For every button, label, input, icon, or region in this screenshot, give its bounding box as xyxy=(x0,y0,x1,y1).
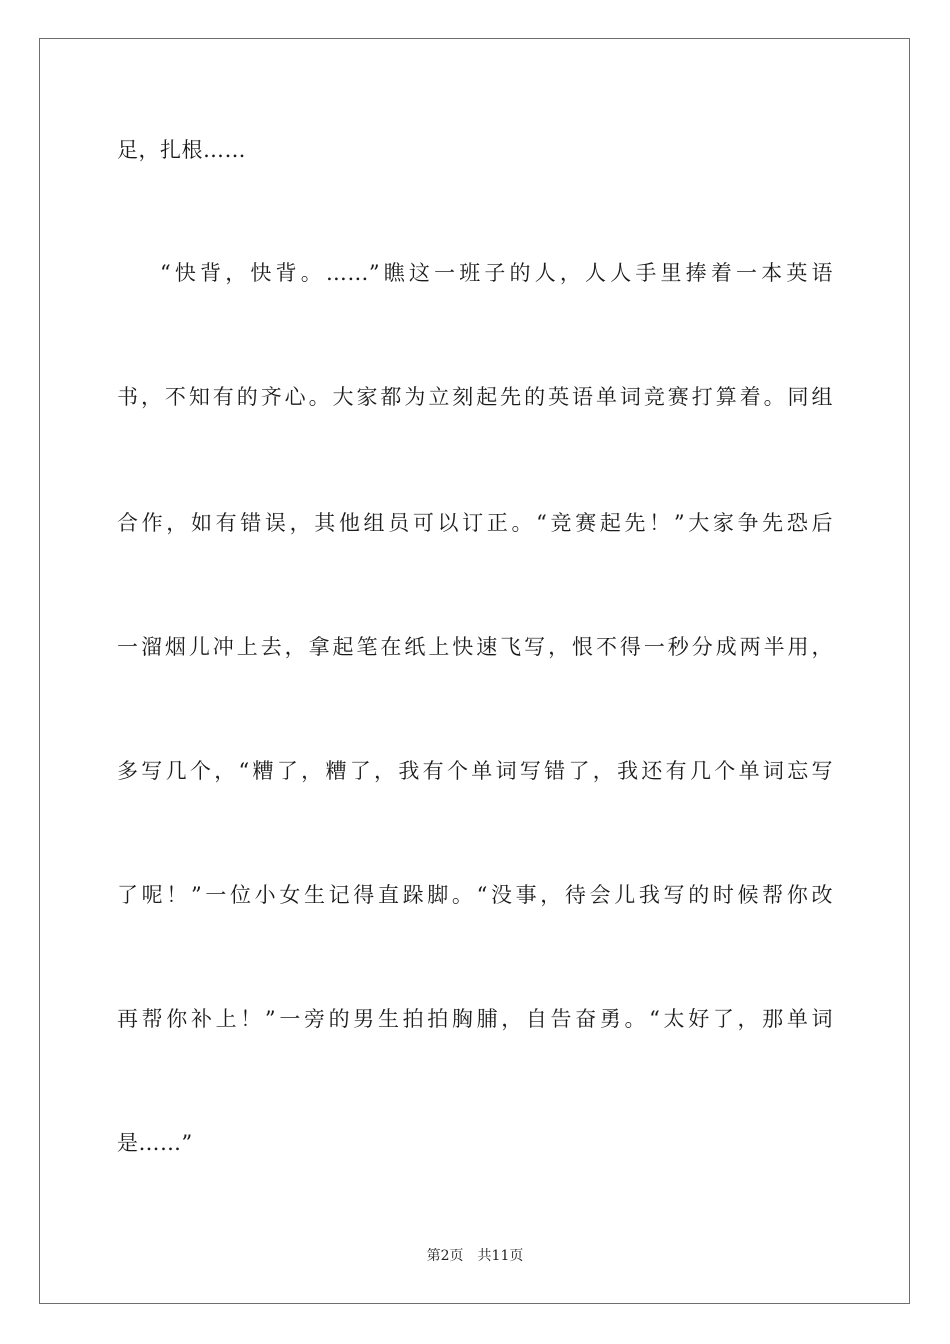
paragraph-line-5: 一溜烟儿冲上去，拿起笔在纸上快速飞写，恨不得一秒分成两半用， xyxy=(117,635,833,659)
paragraph-line-6: 多写几个，“糟了，糟了，我有个单词写错了，我还有几个单词忘写 xyxy=(117,759,833,783)
page-number: 第2页 xyxy=(426,1248,464,1264)
paragraph-line-9: 是……” xyxy=(117,1131,193,1155)
page-footer xyxy=(0,1246,950,1266)
paragraph-line-3: 书，不知有的齐心。大家都为立刻起先的英语单词竞赛打算着。同组 xyxy=(117,385,833,409)
paragraph-line-1: 足，扎根…… xyxy=(117,138,246,162)
page-border xyxy=(39,38,910,1304)
paragraph-line-7: 了呢！”一位小女生记得直跺脚。“没事，待会儿我写的时候帮你改 xyxy=(117,883,833,907)
paragraph-line-2: “快背，快背。……”瞧这一班子的人，人人手里捧着一本英语 xyxy=(160,261,833,285)
paragraph-line-8: 再帮你补上！”一旁的男生拍拍胸脯，自告奋勇。“太好了，那单词 xyxy=(117,1007,833,1031)
page-total: 共11页 xyxy=(477,1248,524,1264)
paragraph-line-4: 合作，如有错误，其他组员可以订正。“竞赛起先！”大家争先恐后 xyxy=(117,511,833,535)
